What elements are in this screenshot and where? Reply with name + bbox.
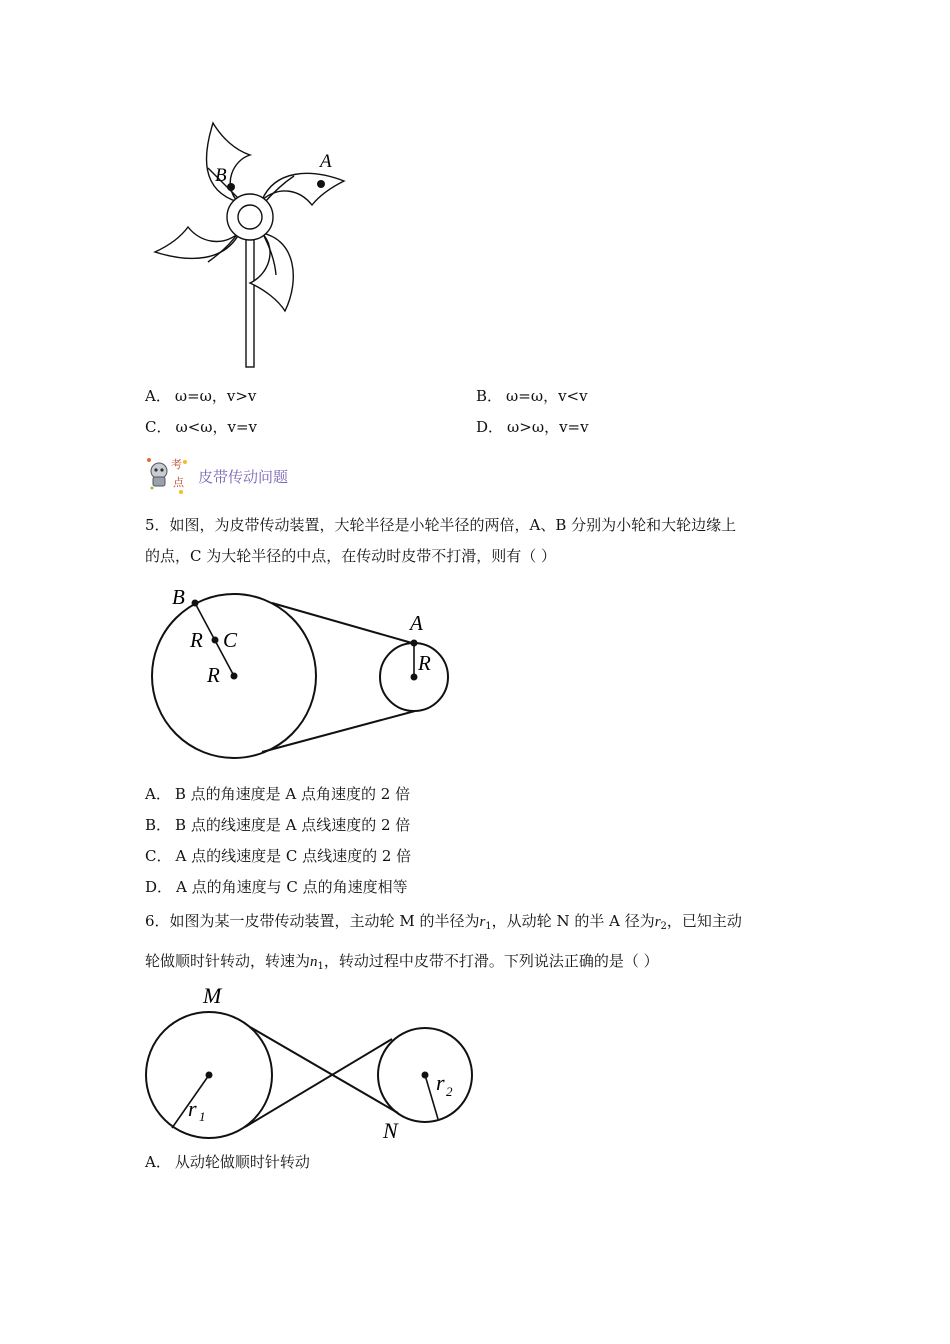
label-r-small: R <box>418 651 431 675</box>
section-icon: 考 点 <box>143 454 191 498</box>
q6-stem-line2: 轮做顺时针转动，转速为$n_1$，转动过程中皮带不打滑。下列说法正确的是（ ） <box>145 952 659 972</box>
label-r2: r <box>436 1070 445 1095</box>
label-b: B <box>172 585 185 609</box>
small-wheel-center <box>411 674 418 681</box>
label-r-lower: R <box>207 663 220 687</box>
large-wheel-center <box>231 673 238 680</box>
point-b-dot <box>192 600 199 607</box>
point-c-dot <box>212 637 219 644</box>
q4-option-b[interactable]: B． ω=ω，v<v <box>476 387 588 405</box>
belt-drive-figure-q5 <box>148 585 453 760</box>
pinwheel-blade-top <box>206 123 250 202</box>
label-r1: r <box>188 1096 197 1121</box>
label-r2-sub: 2 <box>446 1084 453 1099</box>
q5-option-b[interactable]: B． B 点的线速度是 A 点线速度的 2 倍 <box>145 816 411 834</box>
q4-option-a[interactable]: A． ω=ω，v>v <box>145 387 257 405</box>
label-r-upper: R <box>190 628 203 652</box>
label-n: N <box>383 1118 398 1142</box>
belt-top <box>272 603 412 643</box>
q5-option-d[interactable]: D． A 点的角速度与 C 点的角速度相等 <box>145 878 408 896</box>
label-b: B <box>215 165 227 186</box>
pinwheel-blade-left <box>155 227 240 258</box>
q4-option-d[interactable]: D． ω>ω，v=v <box>476 418 589 436</box>
point-a-dot <box>317 180 325 188</box>
pinwheel-blade-right <box>262 173 344 205</box>
pinwheel-figure <box>150 118 355 373</box>
pinwheel-axle <box>238 205 262 229</box>
q6-stem-line1: 6．如图为某一皮带传动装置，主动轮 M 的半径为$r_1$，从动轮 N 的半 A 径为$r_2$，已知主动 <box>145 912 742 932</box>
pinwheel-blade-bottom <box>250 233 293 311</box>
label-a: A <box>320 151 332 172</box>
label-c: C <box>223 628 238 652</box>
wheel-n-center <box>422 1072 429 1079</box>
q5-option-a[interactable]: A． B 点的角速度是 A 点角速度的 2 倍 <box>145 785 411 803</box>
section-title: 皮带传动问题 <box>198 468 289 486</box>
q5-option-c[interactable]: C． A 点的线速度是 C 点线速度的 2 倍 <box>145 847 412 865</box>
q5-stem-line1: 5．如图，为皮带传动装置，大轮半径是小轮半径的两倍，A、B 分别为小轮和大轮边缘上 <box>145 516 737 534</box>
point-a-dot <box>411 640 418 647</box>
belt-bottom <box>262 711 415 752</box>
label-a: A <box>410 611 423 635</box>
q5-stem-line2: 的点，C 为大轮半径的中点，在传动时皮带不打滑，则有（ ） <box>145 547 557 565</box>
q4-option-c[interactable]: C． ω<ω，v=v <box>145 418 258 436</box>
wheel-m-center <box>206 1072 213 1079</box>
belt-drive-figure-q6 <box>140 982 480 1142</box>
label-r1-sub: 1 <box>199 1109 206 1124</box>
q6-option-a[interactable]: A． 从动轮做顺时针转动 <box>145 1153 310 1171</box>
pinwheel-stick <box>246 235 254 367</box>
label-m: M <box>203 983 222 1008</box>
point-b-dot <box>227 183 235 191</box>
